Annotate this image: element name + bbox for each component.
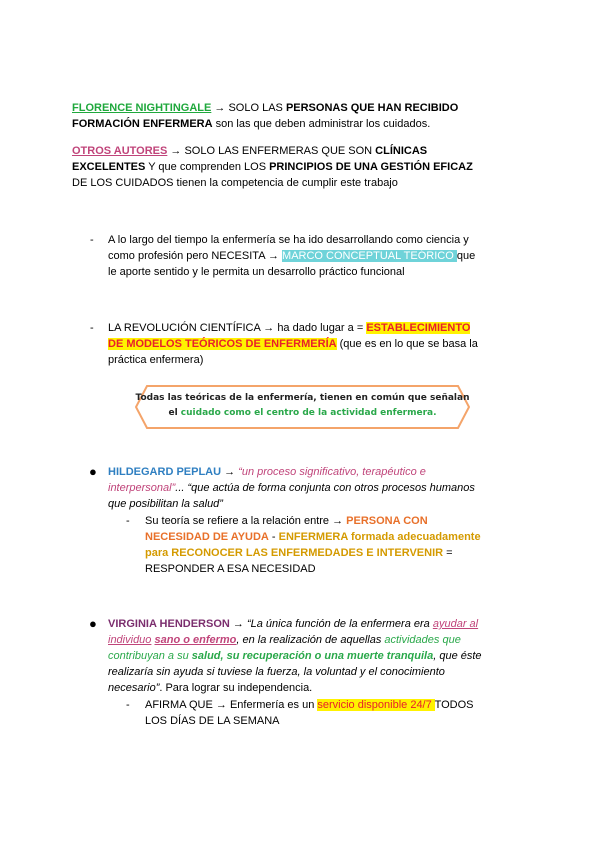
- list-item-peplau-theory: [145, 513, 535, 577]
- text: DE LOS CUIDADOS tienen la competencia de cumplir este trabajo: [72, 177, 398, 189]
- quote: que posibilitan la salud”: [108, 498, 223, 510]
- text: → SOLO LAS ENFERMERAS QUE SON: [167, 145, 376, 157]
- list-item-peplau: [108, 464, 528, 512]
- dash-bullet: -: [90, 322, 94, 334]
- quote: “un proceso significativo, terapéutico e: [238, 466, 426, 478]
- text: TODOS: [434, 699, 474, 711]
- quote-green: contribuyan a su: [108, 650, 192, 662]
- text: LA REVOLUCIÓN CIENTÍFICA → ha dado lugar a =: [108, 322, 367, 334]
- quote-pink-bold: sano o enfermo: [154, 634, 237, 646]
- list-item-henderson-afirma: [145, 697, 535, 729]
- text: Su teoría se refiere a la relación entre →: [145, 515, 347, 527]
- highlight-establecimiento: ESTABLECIMIENTO: [366, 322, 471, 334]
- author-otros: OTROS AUTORES: [72, 145, 168, 157]
- dash-bullet: -: [90, 234, 94, 246]
- bullet-dot: ●: [89, 616, 97, 631]
- text-bold: EXCELENTES: [72, 161, 146, 173]
- text: Todas las teóricas de la enfermería, tienen en común que señalan: [135, 393, 470, 403]
- bullet-dot: ●: [89, 464, 97, 479]
- author-peplau: HILDEGARD PEPLAU: [108, 466, 222, 478]
- text: Y que comprenden LOS: [145, 161, 270, 173]
- text: → SOLO LAS: [211, 102, 286, 114]
- author-henderson: VIRGINIA HENDERSON: [108, 618, 230, 630]
- text-bold: PRINCIPIOS DE UNA GESTIÓN EFICAZ: [269, 161, 473, 173]
- list-item-marco-conceptual: [108, 232, 548, 280]
- text: RESPONDER A ESA NECESIDAD: [145, 563, 316, 575]
- author-nightingale: FLORENCE NIGHTINGALE: [72, 102, 212, 114]
- text: son las que deben administrar los cuidados.: [212, 118, 431, 130]
- text-gold: para RECONOCER LAS ENFERMEDADES E INTERVENIR: [145, 547, 444, 559]
- quote-green: actividades que: [384, 634, 461, 646]
- text: AFIRMA QUE → Enfermería es un: [145, 699, 318, 711]
- text-bold: CLÍNICAS: [375, 145, 428, 157]
- quote-pink: individuo: [108, 634, 152, 646]
- text-bold: FORMACIÓN ENFERMERA: [72, 118, 213, 130]
- text: el: [168, 408, 181, 418]
- dash-bullet: -: [126, 699, 130, 711]
- callout-banner: [135, 385, 470, 429]
- text-orange: PERSONA CON: [346, 515, 428, 527]
- quote: realizaría sin ayuda si tuviese la fuerza, la voluntad y el conocimiento: [108, 666, 445, 678]
- text-bold: PERSONAS QUE HAN RECIBIDO: [285, 102, 459, 114]
- highlight-modelos: DE MODELOS TEÓRICOS DE ENFERMERÍA: [108, 338, 337, 350]
- highlight-servicio: servicio disponible 24/7: [317, 699, 435, 711]
- list-item-revolucion: [108, 320, 548, 368]
- dash-bullet: -: [126, 515, 130, 527]
- quote: ... “que actúa de forma conjunta con otros procesos humanos: [175, 482, 475, 494]
- text: que: [456, 250, 476, 262]
- text: práctica enfermera): [108, 354, 204, 366]
- quote: interpersonal”: [108, 482, 176, 494]
- text-green: cuidado como el centro de la actividad enfermera.: [180, 408, 437, 418]
- quote: , que éste: [433, 650, 482, 662]
- text: le aporte sentido y le permita un desarrollo práctico funcional: [108, 266, 405, 278]
- text: =: [443, 547, 453, 559]
- highlight-marco: MARCO CONCEPTUAL TEÓRICO: [282, 250, 457, 262]
- text: →: [229, 618, 247, 630]
- text: →: [221, 466, 239, 478]
- text: como profesión pero NECESITA →: [108, 250, 283, 262]
- text: (que es en lo que se basa la: [336, 338, 478, 350]
- callout-text: [135, 391, 470, 421]
- paragraph-nightingale: [72, 100, 542, 132]
- quote: necesario”: [108, 682, 160, 694]
- quote: , en la realización de aquellas: [236, 634, 385, 646]
- text: LOS DÍAS DE LA SEMANA: [145, 715, 280, 727]
- text: -: [268, 531, 279, 543]
- text: . Para lograr su independencia.: [159, 682, 313, 694]
- quote-green-bold: salud, su recuperación o una muerte tranquila: [191, 650, 434, 662]
- text: A lo largo del tiempo la enfermería se ha ido desarrollando como ciencia y: [108, 234, 469, 246]
- quote-pink: ayudar al: [432, 618, 479, 630]
- paragraph-otros-autores: [72, 143, 542, 191]
- list-item-henderson: [108, 616, 538, 696]
- quote: “La única función de la enfermera era: [246, 618, 433, 630]
- text-orange: NECESIDAD DE AYUDA: [145, 531, 269, 543]
- text-gold: ENFERMERA formada adecuadamente: [278, 531, 481, 543]
